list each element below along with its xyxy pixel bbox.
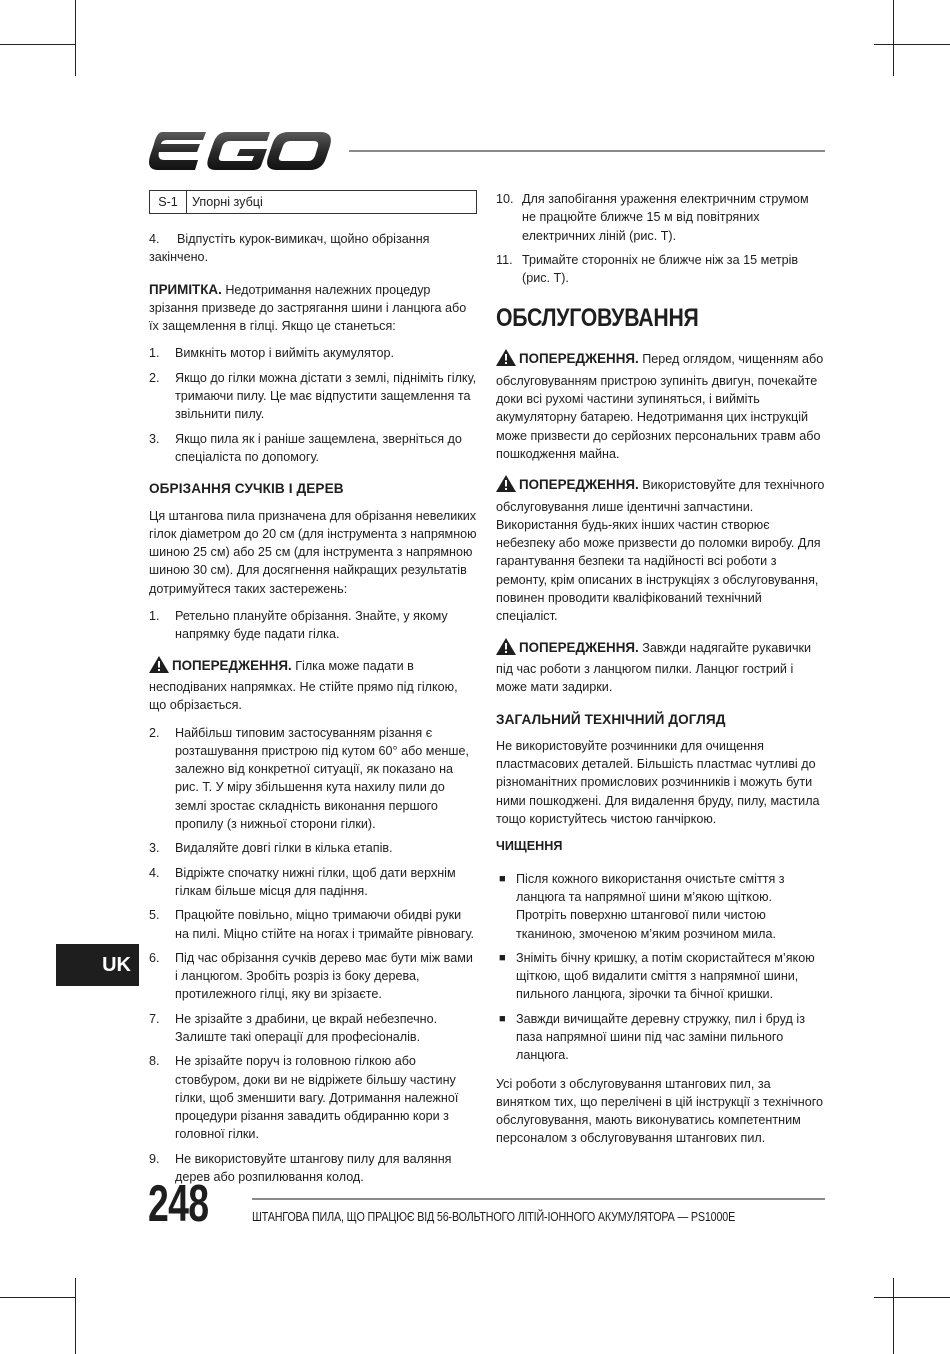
crop-mark [893, 1278, 894, 1354]
step-text: Відпустіть курок-вимикач, щойно обрізання закінчено. [149, 232, 430, 265]
item-number: 2. [149, 725, 160, 740]
bullet-text: Зніміть бічну кришку, а потім скористайтеся м’якою щіткою, щоб видалити сміття з напрямної шини, пильного ланцюга, зірочки та бічної кришки. [516, 950, 815, 1002]
item-text: Видаляйте довгі гілки в кілька етапів. [175, 841, 393, 856]
list-item [149, 864, 477, 901]
crop-mark [874, 44, 950, 45]
list-item [149, 839, 477, 857]
warning-icon [496, 349, 516, 371]
warning-paragraph [496, 349, 826, 463]
cleaning-title: ЧИЩЕННЯ [496, 839, 563, 854]
note-text: Недотримання належних процедур зрізання призведе до застрягання шини і ланцюга або їх защемлення в гілці. Якщо це станеться: [149, 282, 467, 334]
warning-paragraph [149, 656, 477, 715]
general-maintenance-text: Не використовуйте розчинники для очищення пластмасових деталей. Більшість пластмас чутливі до різноманітних промислових розчинників і можуть бути ними пошкоджені. Для видалення бруду, пилу, мастила тощо користуйтесь чистою ганчіркою. [496, 738, 820, 827]
item-text: Для запобігання ураження електричним струмом не працюйте ближче 15 м від повітряних електричних ліній (рис. T). [522, 192, 809, 243]
bullet-square-icon: ■ [499, 951, 506, 964]
bullet-text: Після кожного використання очистьте сміття з ланцюга та напрямної шини м’якою щіткою. Протріть поверхню штангової пили чистою тканиною, змоченою м’яким розчином мила. [516, 871, 785, 941]
crop-mark [893, 0, 894, 76]
warning-text: Завжди надягайте рукавички під час роботи з ланцюгом пилки. Ланцюг гострий і може мати задирки. [496, 640, 812, 695]
warning-icon [496, 475, 516, 497]
list-item [149, 1052, 477, 1143]
warning-text: Перед оглядом, чищенням або обслуговуванням пристрою зупиніть двигун, почекайте доки всі рухомі частини зупиняться, і вийміть акумуляторну батарею. Недотримання цих інструкцій може призвести до серйозних персональних травм або пошкодження майна. [496, 352, 824, 461]
item-number: 9. [149, 1151, 160, 1166]
item-text: Тримайте сторонніх не ближче ніж за 15 метрів (рис. T). [522, 252, 799, 286]
language-tab: UK [56, 944, 139, 986]
item-text: Не зрізайте поруч із головною гілкою або стовбуром, доки ви не відріжете більшу частину гілки, щоб зменшити вагу. Дотримання належної процедури різання завадить обдиранню кори з головної гілки. [175, 1054, 459, 1142]
list-item [149, 344, 477, 362]
item-number: 7. [149, 1011, 160, 1026]
item-number: 6. [149, 950, 160, 965]
item-text: Не зрізайте з драбини, це вкрай небезпечно. Залиште такі операції для професіоналів. [175, 1011, 438, 1044]
warning-paragraph [496, 638, 826, 697]
item-number: 8. [149, 1054, 160, 1069]
warning-icon [149, 656, 169, 678]
crop-mark [874, 1297, 950, 1298]
general-maintenance-title: ЗАГАЛЬНИЙ ТЕХНІЧНИЙ ДОГЛЯД [496, 711, 726, 727]
warning-paragraph [496, 475, 826, 625]
legend-label: Упорні зубці [192, 194, 263, 209]
section-intro: Ця штангова пила призначена для обрізання невеликих гілок діаметром до 20 см (для інструмента з напрямною шиною 25 см) або 25 см (для інструмента з напрямною шиною 30 см). Для досягнення найкращих результатів дотримуйтеся таких застережень: [149, 508, 477, 596]
footer-rule [252, 1198, 825, 1200]
bullet-text: Завжди вичищайте деревну стружку, пил і бруд із паза напрямної шини під час заміни пильного ланцюга. [516, 1011, 805, 1063]
closing-paragraph: Усі роботи з обслуговування штангових пил, за винятком тих, що перелічені в цій інструкції з технічного обслуговування, мають виконуватись компетентним персоналом з обслуговування штангових пил. [496, 1076, 824, 1146]
item-number: 2. [149, 370, 160, 385]
item-number: 11. [496, 252, 513, 267]
warning-title: ПОПЕРЕДЖЕННЯ. [172, 657, 292, 673]
legend-s1 [149, 190, 477, 214]
list-item [149, 369, 477, 424]
left-column [149, 190, 477, 1192]
list-item [149, 1010, 477, 1047]
list-item [149, 949, 477, 1004]
bullet-item [496, 1010, 826, 1065]
item-text: Найбільш типовим застосуванням різання є розташування пристрою під кутом 60° або менше, залежно від конкретної ситуації, як показано на рис. T. У міру збільшення кута нахилу пили до землі зростає складність виконання першого пропилу (з нижньої сторони гілки). [175, 725, 470, 832]
bullet-square-icon: ■ [499, 872, 506, 885]
warning-text: Використовуйте для технічного обслуговування лише ідентичні запчастини. Використання будь-яких інших частин створює небезпеку або може призвести до поломки виробу. Для гарантування безпеки та надійності всі роботи з ремонту, крім описаних в інструкціях з обслуговування, повинен проводити кваліфікований технічний спеціаліст. [496, 478, 825, 624]
crop-mark [0, 44, 76, 45]
maintenance-heading: ОБСЛУГОВУВАННЯ [496, 304, 699, 333]
crop-mark [0, 1297, 76, 1298]
legend-code: S-1 [150, 191, 187, 213]
page-number: 248 [148, 1175, 209, 1233]
list-item [149, 430, 477, 467]
ego-logo [148, 130, 333, 172]
bullet-square-icon: ■ [499, 1012, 506, 1025]
item-number: 1. [149, 346, 160, 361]
item-number: 3. [149, 431, 160, 446]
item-number: 4. [149, 865, 160, 880]
list-item [149, 607, 477, 644]
bullet-item [496, 870, 826, 943]
item-text: Не використовуйте штангову пилу для валяння дерев або розпилювання колод. [175, 1151, 452, 1185]
item-text: Під час обрізання сучків дерево має бути між вами і ланцюгом. Зробіть розріз із боку дерева, протилежного гілці, яку ви зрізаєте. [175, 950, 473, 1002]
item-text: Працюйте повільно, міцно тримаючи обидві руки на пилі. Міцно стійте на ногах і тримайте рівновагу. [175, 908, 475, 941]
item-text: Якщо до гілки можна дістати з землі, підніміть гілку, тримаючи пилу. Це має відпустити защемлення та звільнити пилу. [175, 370, 477, 422]
warning-icon [496, 638, 516, 660]
item-number: 3. [149, 841, 160, 856]
item-text: Вимкніть мотор і вийміть акумулятор. [175, 346, 394, 361]
list-item [496, 190, 826, 245]
warning-text: Гілка може падати в несподіваних напрямках. Не стійте прямо під гілкою, що обрізається. [149, 658, 458, 713]
item-number: 1. [149, 609, 160, 624]
bullet-item [496, 949, 826, 1004]
item-text: Якщо пила як і раніше защемлена, зверніться до спеціаліста по допомогу. [175, 431, 462, 464]
footer-title: ШТАНГОВА ПИЛА, ЩО ПРАЦЮЄ ВІД 56-ВОЛЬТНОГО ЛІТІЙ-ІОННОГО АКУМУЛЯТОРА — PS1000E [252, 1210, 736, 1224]
warning-title: ПОПЕРЕДЖЕННЯ. [519, 639, 639, 655]
warning-title: ПОПЕРЕДЖЕННЯ. [519, 477, 639, 493]
crop-mark [75, 0, 76, 76]
list-item [149, 906, 477, 943]
item-text: Відріжте спочатку нижні гілки, щоб дати верхнім гілкам більше місця для падіння. [175, 865, 456, 898]
list-item [149, 724, 477, 834]
right-column [496, 190, 826, 1157]
list-item [496, 251, 826, 288]
item-text: Ретельно плануйте обрізання. Знайте, у якому напрямку буде падати гілка. [175, 609, 448, 642]
warning-title: ПОПЕРЕДЖЕННЯ. [519, 351, 639, 367]
note-paragraph [149, 281, 477, 336]
step-4 [149, 230, 477, 267]
step-number: 4. [149, 232, 160, 246]
crop-mark [75, 1278, 76, 1354]
section-title: ОБРІЗАННЯ СУЧКІВ І ДЕРЕВ [149, 481, 344, 497]
header-rule [349, 150, 825, 152]
item-number: 10. [496, 192, 514, 206]
note-title: ПРИМІТКА. [149, 281, 222, 297]
item-number: 5. [149, 908, 160, 923]
